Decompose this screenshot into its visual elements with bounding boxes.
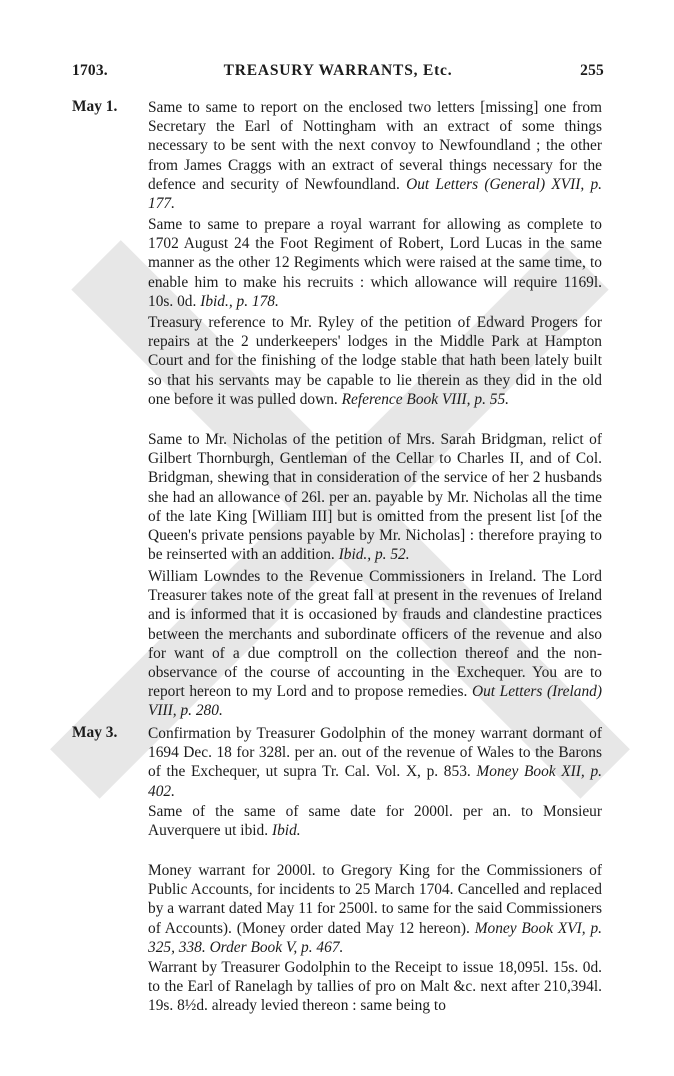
entry-3 <box>148 313 602 409</box>
entry-1 <box>148 98 602 213</box>
entry-2-text: Same to same to prepare a royal warrant for allowing as complete to 1702 August 24 the Foot Regiment of Robert, Lord Lucas in the same manner as the other 12 Regiments which were raised at the same time, to enable him to make his recruits : which allowance will require 1169l. 10s. 0d. <box>148 216 602 310</box>
entry-4-ref: Ibid., p. 52. <box>338 546 410 564</box>
entry-6-ref: Money Book XII, p. 402. <box>148 763 602 800</box>
header-year: 1703. <box>72 62 108 79</box>
entry-8-ref: Money Book XVI, p. 325, 338. Order Book V, p. 467. <box>148 919 603 956</box>
entry-9-text: Warrant by Treasurer Godolphin to the Receipt to issue 18,095l. 15s. 0d. to the Earl of Ranelagh by tallies of pro on Malt &c. next after 210,394l. 19s. 8½d. already levied thereon : same being to <box>148 959 602 1015</box>
entry-6-text: Confirmation by Treasurer Godolphin of the money warrant dormant of 1694 Dec. 18 for 328l. per an. out of the revenue of Wales to the Barons of the Exchequer, ut supra Tr. Cal. Vol. X, p. 853. <box>148 725 602 781</box>
entry-9 <box>148 958 602 1016</box>
entry-1-text: Same to same to report on the enclosed two letters [missing] one from Secretary the Earl of Nottingham with an extract of some things necessary to be sent with the next convoy to Newfoundland ; the other from James Craggs with an extract of several things necessary for the defence and security of Newfoundland. <box>148 99 602 193</box>
entry-1-ref: Out Letters (General) XVII, p. 177. <box>148 175 602 213</box>
date-may-1: May 1. <box>72 98 118 115</box>
date-may-3: May 3. <box>72 724 118 741</box>
entry-6 <box>148 724 602 801</box>
entry-2 <box>148 215 602 311</box>
entry-5-ref: Out Letters (Ireland) VIII, p. 280. <box>148 683 602 720</box>
entry-4 <box>148 430 602 564</box>
entry-7-ref: Ibid. <box>271 822 301 840</box>
header-title: TREASURY WARRANTS, Etc. <box>223 62 453 79</box>
entry-5 <box>148 567 602 721</box>
entry-8 <box>148 861 602 957</box>
entry-3-ref: Reference Book VIII, p. 55. <box>341 390 510 408</box>
page-number: 255 <box>580 62 604 79</box>
entry-2-ref: Ibid., p. 178. <box>200 292 279 310</box>
entry-7-text: Same of the same of same date for 2000l. per an. to Monsieur Auverquere ut ibid. <box>148 803 602 840</box>
entry-8-text: Money warrant for 2000l. to Gregory King for the Commissioners of Public Accounts, for incidents to 25 March 1704. Cancelled and replaced by a warrant dated May 11 for 2500l. to same for the said Commissioners of Accounts). (Money order dated May 12 hereon). <box>148 862 602 937</box>
entry-3-text: Treasury reference to Mr. Ryley of the petition of Edward Progers for repairs at the 2 underkeepers' lodges in the Middle Park at Hampton Court and for the finishing of the lodge stable that hath been lately built so that his servants may be capable to lie therein as they did in the old one before it was pulled down. <box>148 314 602 408</box>
entry-4-text: Same to Mr. Nicholas of the petition of Mrs. Sarah Bridgman, relict of Gilbert Thornburgh, Gentleman of the Cellar to Charles II, and of Col. Bridgman, shewing that in consideration of the service of her 2 husbands she had an allowance of 26l. per an. payable by Mr. Nicholas all the time of the late King [William III] but is omitted from the present list [of the Queen's private pensions payable by Mr. Nicholas] : therefore praying to be reinserted with an addition. <box>148 431 602 564</box>
entry-7 <box>148 802 602 840</box>
running-head <box>72 62 604 84</box>
entry-5-text: William Lowndes to the Revenue Commissioners in Ireland. The Lord Treasurer takes note of the great fall at present in the revenues of Ireland and is informed that it is occasioned by frauds and clandestine practices between the merchants and subordinate officers of the revenue and also for want of a due comptroll on the collection thereof and the non-observance of the course of accounting in the Exchequer. You are to report hereon to my Lord and to propose remedies. <box>148 568 602 701</box>
